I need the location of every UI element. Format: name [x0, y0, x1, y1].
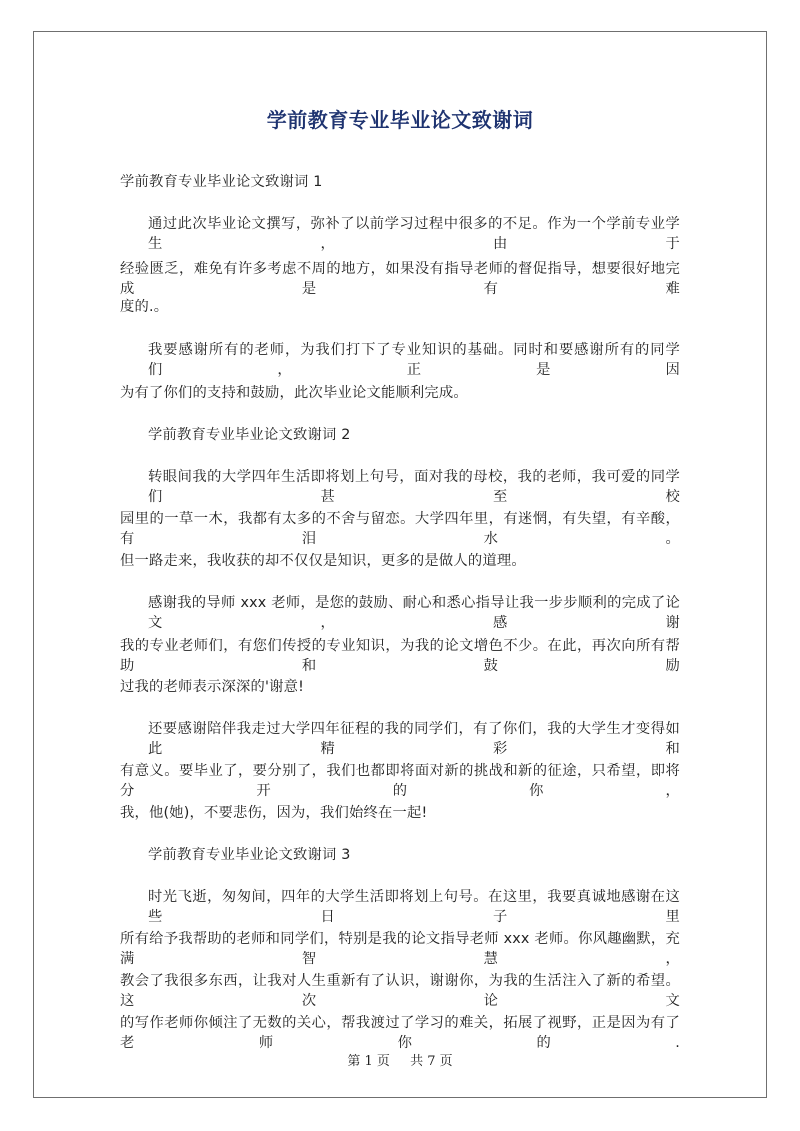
paragraph-line: 时光飞逝，匆匆间，四年的大学生活即将划上句号。在这里，我要真诚地感谢在这些日子里 [148, 889, 680, 925]
paragraph-line: 我的专业老师们，有您们传授的专业知识，为我的论文增色不少。在此，再次向所有帮助和鼓励 [120, 638, 680, 674]
paragraph-line: 但一路走来，我收获的却不仅仅是知识，更多的是做人的道理。 [120, 553, 526, 569]
paragraph-line: 我，他(她)，不要悲伤，因为，我们始终在一起! [120, 805, 428, 821]
section-heading-2: 学前教育专业毕业论文致谢词 2 [148, 427, 351, 443]
paragraph-line: 园里的一草一木，我都有太多的不舍与留恋。大学四年里，有迷惘，有失望，有辛酸，有泪水。 [120, 511, 680, 547]
paragraph-line: 转眼间我的大学四年生活即将划上句号，面对我的母校，我的老师，我可爱的同学们甚至校 [148, 469, 680, 505]
paragraph-line: 度的.。 [120, 299, 169, 315]
section-heading-3: 学前教育专业毕业论文致谢词 3 [148, 847, 351, 863]
paragraph-line: 的写作老师你倾注了无数的关心，帮我渡过了学习的难关，拓展了视野，正是因为有了老师你的. [120, 1015, 680, 1051]
paragraph-line: 所有给予我帮助的老师和同学们，特别是我的论文指导老师 xxx 老师。你风趣幽默，充满智慧， [120, 931, 680, 967]
paragraph-line: 有意义。要毕业了，要分别了，我们也都即将面对新的挑战和新的征途，只希望，即将分开的你， [120, 763, 680, 799]
section-heading-1: 学前教育专业毕业论文致谢词 1 [120, 174, 323, 190]
paragraph-line: 还要感谢陪伴我走过大学四年征程的我的同学们，有了你们，我的大学生才变得如此精彩和 [148, 721, 680, 757]
page-footer [0, 1050, 800, 1069]
paragraph-line: 为有了你们的支持和鼓励，此次毕业论文能顺利完成。 [120, 385, 468, 401]
paragraph-line: 我要感谢所有的老师，为我们打下了专业知识的基础。同时和要感谢所有的同学们，正是因 [148, 342, 680, 378]
page-current: 第 1 页 [347, 1054, 390, 1069]
paragraph-line: 教会了我很多东西，让我对人生重新有了认识，谢谢你，为我的生活注入了新的希望。这次论文 [120, 973, 680, 1009]
paragraph-line: 感谢我的导师 xxx 老师，是您的鼓励、耐心和悉心指导让我一步步顺利的完成了论文，感谢 [148, 595, 680, 631]
paragraph-line: 过我的老师表示深深的'谢意! [120, 679, 305, 695]
paragraph-line: 经验匮乏，难免有许多考虑不周的地方，如果没有指导老师的督促指导，想要很好地完成是有难 [120, 261, 680, 297]
paragraph-line: 通过此次毕业论文撰写，弥补了以前学习过程中很多的不足。作为一个学前专业学生，由于 [148, 216, 680, 252]
page-total: 共 7 页 [410, 1054, 453, 1069]
document-title: 学前教育专业毕业论文致谢词 [266, 108, 534, 132]
